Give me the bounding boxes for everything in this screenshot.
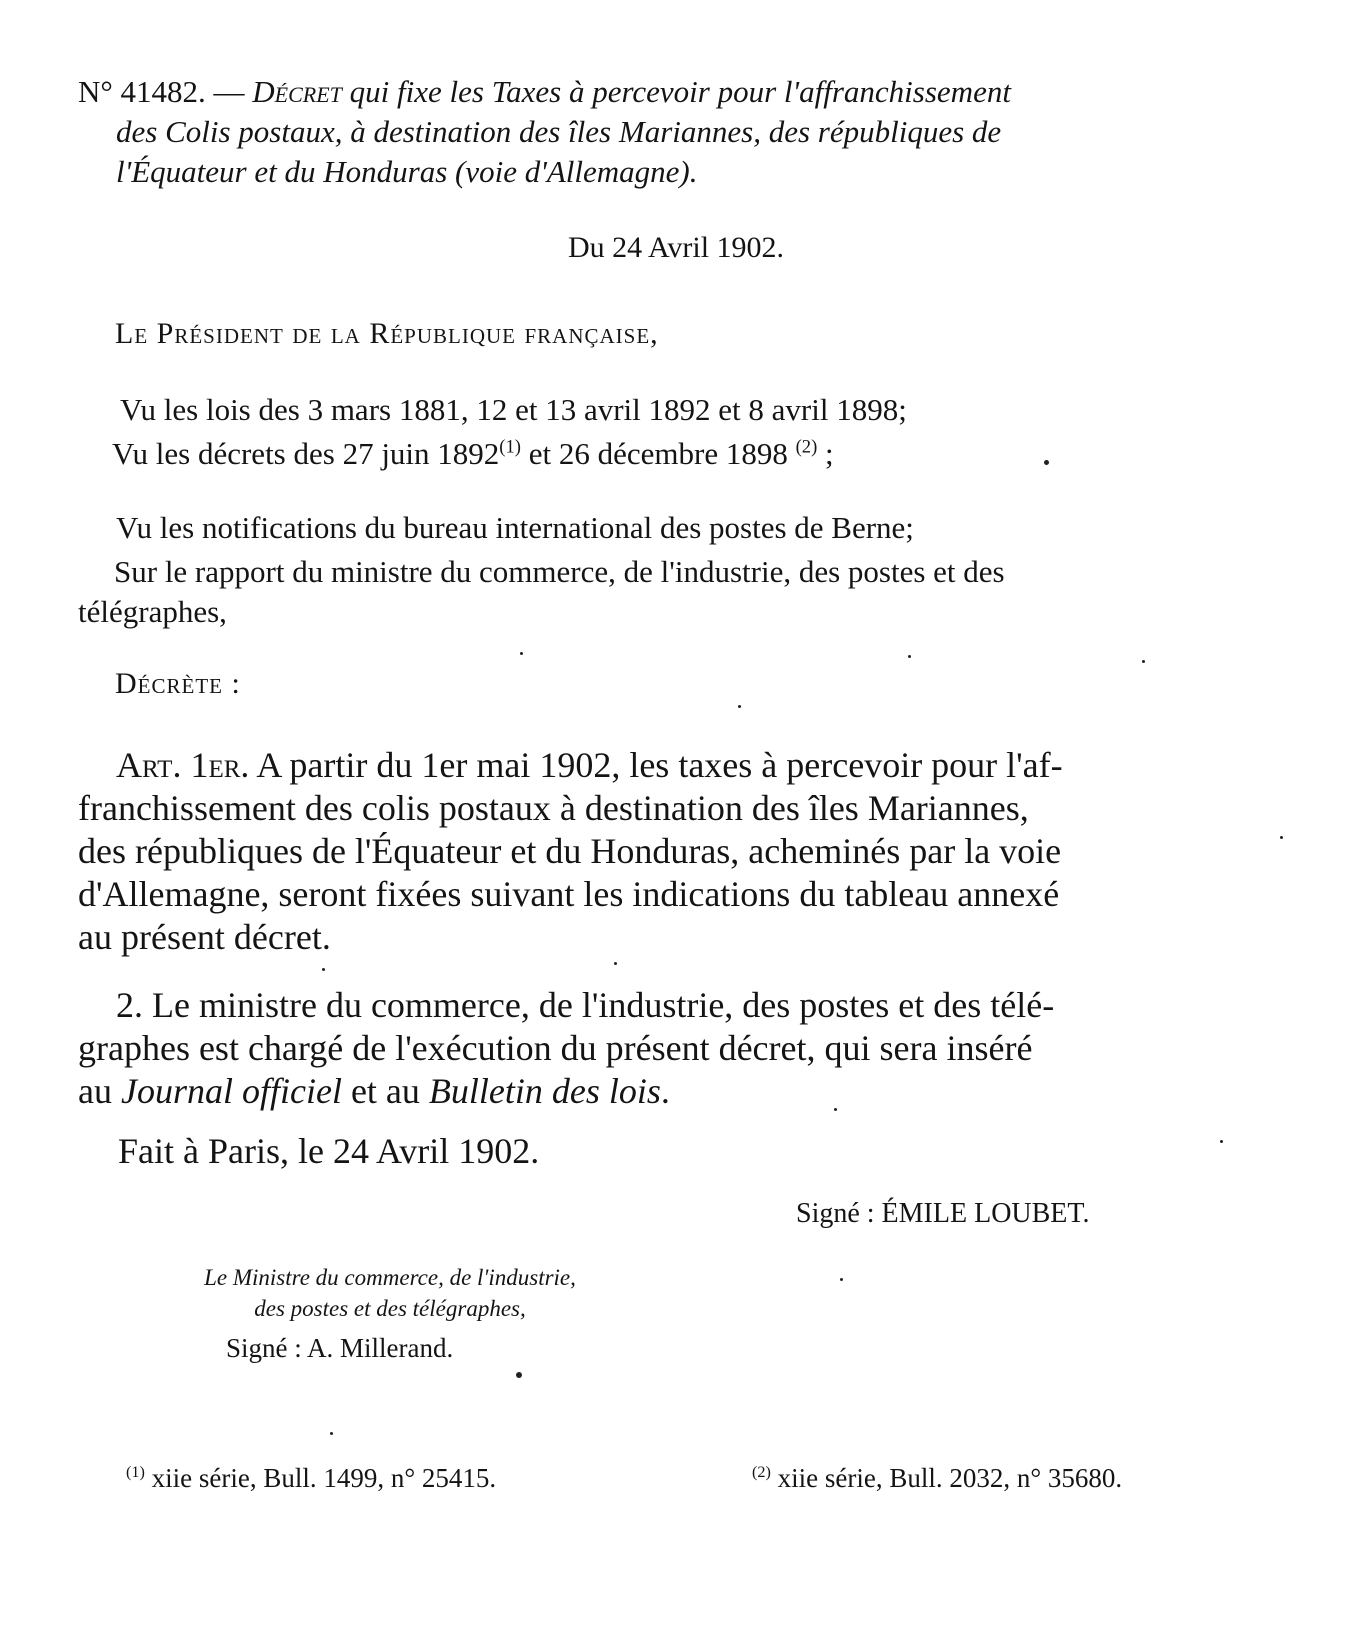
article-1 xyxy=(78,744,1310,959)
scan-speck xyxy=(1220,1140,1223,1143)
article-2-line-2: graphes est chargé de l'exécution du présent décret, qui sera inséré xyxy=(78,1028,1033,1068)
scan-speck xyxy=(834,1108,837,1111)
article-1-line-5: au présent décret. xyxy=(78,917,331,957)
scan-speck xyxy=(516,1372,522,1378)
journal-officiel: Journal officiel xyxy=(120,1071,342,1111)
scan-speck xyxy=(908,655,911,658)
header-line-2: des Colis postaux, à destination des îles Mariannes, des républiques de xyxy=(116,114,1002,149)
article-2-line-3-b: et au xyxy=(350,1071,420,1111)
scan-speck xyxy=(1044,460,1049,465)
minister-title-line-1: Le Ministre du commerce, de l'industrie, xyxy=(204,1265,576,1290)
header-line-1-text: qui fixe les Taxes à percevoir pour l'affranchissement xyxy=(349,74,1011,109)
article-1-line-1-text: A partir du 1er mai 1902, les taxes à percevoir pour l'af- xyxy=(256,745,1063,785)
article-2-line-3 xyxy=(78,1070,1310,1113)
scan-speck xyxy=(1280,836,1283,839)
scan-speck xyxy=(520,652,523,655)
article-1-line-3: des républiques de l'Équateur et du Honduras, acheminés par la voie xyxy=(78,831,1062,871)
scan-speck xyxy=(840,1278,843,1281)
fait-a-paris: Fait à Paris, le 24 Avril 1902. xyxy=(118,1131,540,1171)
rapport-line-1: Sur le rapport du ministre du commerce, de l'industrie, des postes et des xyxy=(114,554,1005,589)
article-2-line-3-a: au xyxy=(78,1071,112,1111)
article-1-line-2: franchissement des colis postaux à destination des îles Mariannes, xyxy=(78,788,1029,828)
decree-word: Décret xyxy=(252,74,342,109)
signature-millerand: Signé : A. Millerand. xyxy=(226,1333,454,1363)
article-1-line-1 xyxy=(78,744,1310,787)
scan-speck xyxy=(614,962,617,965)
scan-speck xyxy=(322,968,325,971)
bulletin-des-lois: Bulletin des lois xyxy=(428,1071,661,1111)
scan-speck xyxy=(1142,660,1145,663)
visa-decrets-text-a: Vu les décrets des 27 juin 1892 xyxy=(112,436,500,471)
signature-loubet: Signé : ÉMILE LOUBET. xyxy=(796,1198,1090,1229)
decree-number: N° 41482. — xyxy=(78,74,245,109)
footnote-1 xyxy=(126,1460,496,1496)
minister-title xyxy=(110,1262,670,1324)
footnote-1-text: xiie série, Bull. 1499, n° 25415. xyxy=(151,1463,497,1493)
decrete-heading: Décrète : xyxy=(115,667,241,700)
footnote-ref-1: (1) xyxy=(499,436,521,458)
article-1-line-4: d'Allemagne, seront fixées suivant les indications du tableau annexé xyxy=(78,874,1060,914)
article-1-label: Art. 1er. xyxy=(116,745,250,785)
scan-speck xyxy=(738,705,741,708)
visa-decrets-text-b: et 26 décembre 1898 xyxy=(528,436,788,471)
footnote-2-text: xiie série, Bull. 2032, n° 35680. xyxy=(777,1463,1123,1493)
visa-notifications: Vu les notifications du bureau international des postes de Berne; xyxy=(116,510,914,545)
rapport-line-2: télégraphes, xyxy=(78,594,227,629)
decree-header xyxy=(78,72,1308,192)
article-2 xyxy=(78,984,1310,1113)
visa-rapport xyxy=(78,552,1308,632)
article-2-line-1: 2. Le ministre du commerce, de l'industrie, des postes et des télé- xyxy=(116,985,1055,1025)
footnote-2-mark: (2) xyxy=(752,1463,771,1481)
scan-speck xyxy=(330,1432,333,1435)
footnote-2 xyxy=(752,1460,1122,1496)
decree-date: Du 24 Avril 1902. xyxy=(567,231,785,264)
visa-decrets-end: ; xyxy=(825,436,834,471)
header-line-3: l'Équateur et du Honduras (voie d'Allemagne). xyxy=(116,154,698,189)
article-2-line-3-end: . xyxy=(660,1071,670,1111)
footnote-ref-2: (2) xyxy=(795,436,818,458)
minister-title-line-2: des postes et des télégraphes, xyxy=(254,1296,526,1321)
president-heading: Le Président de la République française, xyxy=(115,317,659,350)
footnote-1-mark: (1) xyxy=(126,1463,145,1481)
visa-lois: Vu les lois des 3 mars 1881, 12 et 13 avril 1892 et 8 avril 1898; xyxy=(120,392,907,427)
visa-decrets xyxy=(112,434,834,474)
header-line-1 xyxy=(78,72,1308,112)
